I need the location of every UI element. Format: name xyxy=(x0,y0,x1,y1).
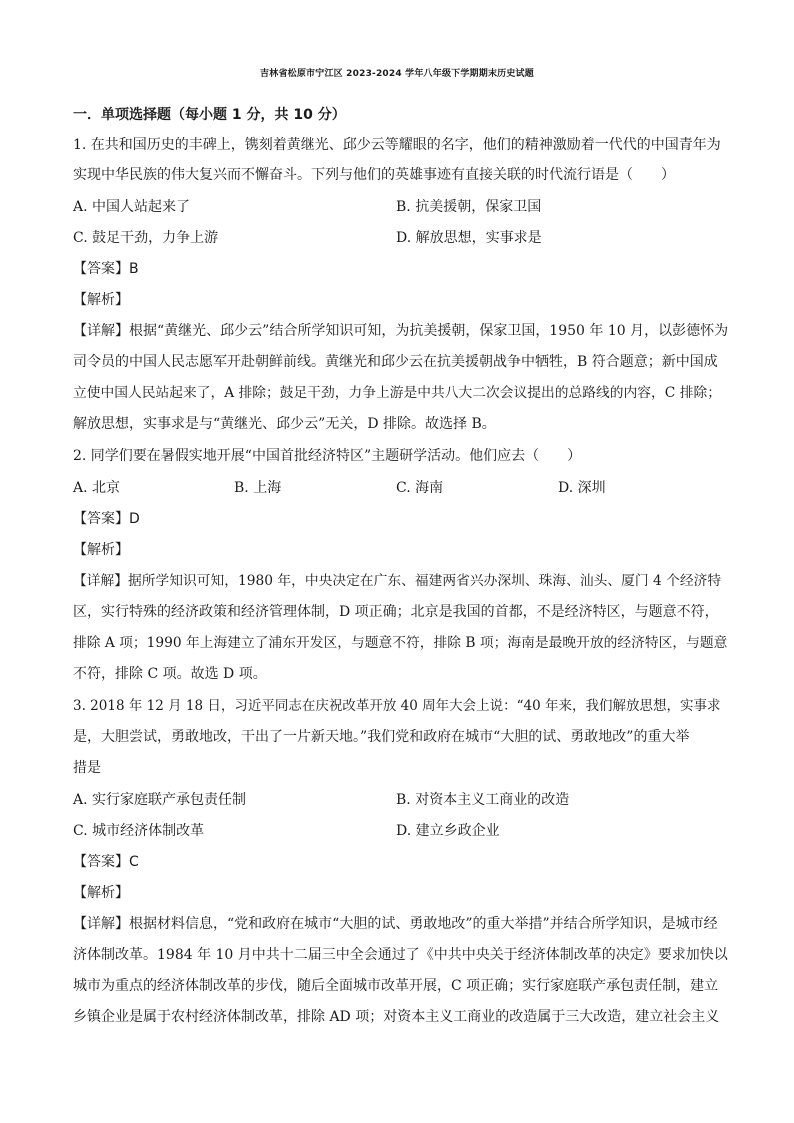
q2-analysis-label: 【解析】 xyxy=(73,542,129,558)
q3-answer: 【答案】C xyxy=(73,854,139,870)
q2-detail-line-4: 不符，排除 C 项。故选 D 项。 xyxy=(73,666,267,682)
q2-answer: 【答案】D xyxy=(73,511,140,527)
q3-stem-line-3: 措是 xyxy=(73,760,101,776)
q1-detail-line-4: 解放思想，实事求是与“黄继光、邱少云”无关，D 排除。故选择 B。 xyxy=(73,416,496,432)
q1-stem-line-1: 1. 在共和国历史的丰碑上，镌刻着黄继光、邱少云等耀眼的名字，他们的精神激励着一代代的中国青年为 xyxy=(73,137,721,153)
q1-detail-line-2: 司令员的中国人民志愿军开赴朝鲜前线。黄继光和邱少云在抗美援朝战争中牺牲，B 符合题意；新中国成 xyxy=(73,354,718,370)
q3-option-b: B. 对资本主义工商业的改造 xyxy=(396,792,570,808)
q3-option-d: D. 建立乡政企业 xyxy=(396,823,500,839)
q3-stem-line-2: 是，大胆尝试，勇敢地改，干出了一片新天地。”我们党和政府在城市“大胆的试、勇敢地改”的重大举 xyxy=(73,729,690,745)
q3-detail-line-3: 城市为重点的经济体制改革的步伐，随后全面城市改革开展，C 项正确；实行家庭联产承包责任制，建立 xyxy=(73,978,719,994)
q3-detail-line-1: 【详解】根据材料信息，“党和政府在城市“大胆的试、勇敢地改”的重大举措”并结合所学知识，是城市经 xyxy=(73,916,718,932)
q2-option-d: D. 深圳 xyxy=(558,480,606,496)
q3-option-c: C. 城市经济体制改革 xyxy=(73,823,205,839)
q2-option-c: C. 海南 xyxy=(396,480,444,496)
q2-detail-line-3: 排除 A 项；1990 年上海建立了浦东开发区，与题意不符，排除 B 项；海南是最晚开放的经济特区，与题意 xyxy=(73,635,728,651)
q2-detail-line-1: 【详解】据所学知识可知，1980 年，中央决定在广东、福建两省兴办深圳、珠海、汕头、厦门 4 个经济特 xyxy=(73,573,722,589)
q3-option-a: A. 实行家庭联产承包责任制 xyxy=(73,792,247,808)
q1-option-d: D. 解放思想，实事求是 xyxy=(396,230,542,246)
q2-stem-line-1: 2. 同学们要在暑假实地开展“中国首批经济特区”主题研学活动。他们应去（ ） xyxy=(73,448,582,464)
q1-detail-line-1: 【详解】根据“黄继光、邱少云”结合所学知识可知，为抗美援朝，保家卫国，1950 年 10 月，以彭德怀为 xyxy=(73,323,729,339)
page-title: 吉林省松原市宁江区 2023-2024 学年八年级下学期期末历史试题 xyxy=(260,69,534,79)
q1-analysis-label: 【解析】 xyxy=(73,292,129,308)
q1-option-b: B. 抗美援朝，保家卫国 xyxy=(396,199,542,215)
q3-stem-line-1: 3. 2018 年 12 月 18 日，习近平同志在庆祝改革开放 40 周年大会上说：“40 年来，我们解放思想，实事求 xyxy=(73,698,721,714)
q2-detail-line-2: 区，实行特殊的经济政策和经济管理体制，D 项正确；北京是我国的首都，不是经济特区，与题意不符， xyxy=(73,604,719,620)
q1-stem-line-2: 实现中华民族的伟大复兴而不懈奋斗。下列与他们的英雄事迹有直接关联的时代流行语是（ ） xyxy=(73,167,675,183)
q2-option-a: A. 北京 xyxy=(73,480,121,496)
q1-detail-line-3: 立使中国人民站起来了，A 排除；鼓足干劲，力争上游是中共八大二次会议提出的总路线的内容，C 排除； xyxy=(73,385,721,401)
q3-analysis-label: 【解析】 xyxy=(73,885,129,901)
section-heading: 一．单项选择题（每小题 1 分，共 10 分） xyxy=(73,107,346,123)
q1-option-c: C. 鼓足干劲，力争上游 xyxy=(73,230,219,246)
q2-option-b: B. 上海 xyxy=(234,480,282,496)
q3-detail-line-2: 济体制改革。1984 年 10 月中共十二届三中全会通过了《中共中央关于经济体制改革的决定》要求加快以 xyxy=(73,947,728,963)
q1-option-a: A. 中国人站起来了 xyxy=(73,199,191,215)
q1-answer: 【答案】B xyxy=(73,261,139,277)
q3-detail-line-4: 乡镇企业是属于农村经济体制改革，排除 AD 项；对资本主义工商业的改造属于三大改造，建立社会主义 xyxy=(73,1009,720,1025)
